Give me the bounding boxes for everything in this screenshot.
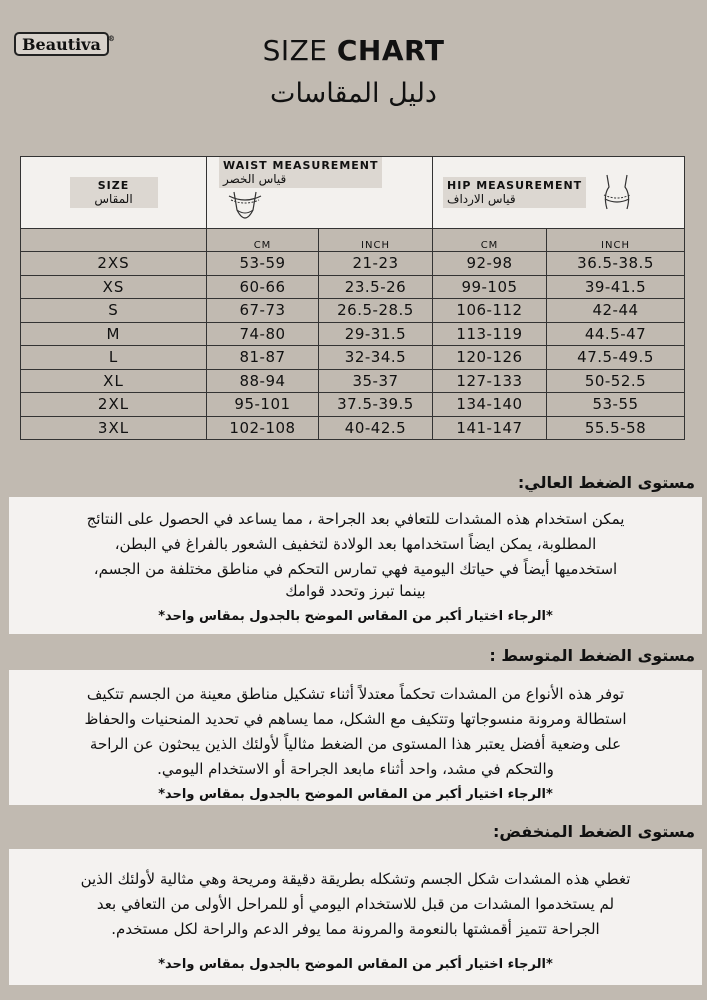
section-medium-line: والتحكم في مشد، واحد أثناء مابعد الجراحة أو الاستخدام اليومي. xyxy=(157,760,554,778)
section-high-title: مستوى الضغط العالي: xyxy=(517,473,695,492)
waist-cm-cell: 60-66 xyxy=(207,275,319,299)
section-high-line: استخدميها أيضاً في حياتك اليومية فهي تمارس التحكم في مناطق مختلفة من الجسم، xyxy=(93,560,618,578)
units-row xyxy=(21,229,685,252)
size-cell: M xyxy=(21,322,207,346)
size-header-label xyxy=(70,177,158,208)
hip-header-label xyxy=(443,177,586,208)
hip-inch-cell: 50-52.5 xyxy=(547,369,685,393)
section-low-line: لم يستخدموا المشدات من قبل للاستخدام اليومي أو للمراحل الأولى من التعافي بعد xyxy=(96,895,615,913)
waist-cm-cell: 67-73 xyxy=(207,299,319,323)
hip-cm-cell: 106-112 xyxy=(433,299,547,323)
section-high-line: بينما تبرز وتحدد قوامك xyxy=(285,582,426,600)
section-low-title: مستوى الضغط المنخفض: xyxy=(493,822,695,841)
size-cell: 2XL xyxy=(21,393,207,417)
table-row xyxy=(21,275,685,299)
waist-inch-cell: 21-23 xyxy=(319,252,433,276)
hip-cm-cell: 92-98 xyxy=(433,252,547,276)
waist-inch-cell: 32-34.5 xyxy=(319,346,433,370)
section-low-panel xyxy=(9,849,702,985)
section-medium-panel xyxy=(9,670,702,805)
brand-name: Beautiva xyxy=(22,35,101,54)
title-bold: CHART xyxy=(336,34,445,67)
section-high-note: *الرجاء اختيار أكبر من المقاس الموضح بالجدول بمقاس واحد* xyxy=(158,609,553,624)
section-low-note: *الرجاء اختيار أكبر من المقاس الموضح بالجدول بمقاس واحد* xyxy=(158,957,553,972)
waist-figure-icon xyxy=(225,188,265,228)
size-cell: S xyxy=(21,299,207,323)
table-header-row xyxy=(21,157,685,229)
unit-waist-inch: INCH xyxy=(319,229,433,252)
title-light: SIZE xyxy=(262,34,328,67)
hip-inch-cell: 55.5-58 xyxy=(547,416,685,440)
waist-cm-cell: 95-101 xyxy=(207,393,319,417)
table-row xyxy=(21,416,685,440)
page-subtitle: دليل المقاسات xyxy=(270,78,437,109)
size-cell: 3XL xyxy=(21,416,207,440)
hip-cm-cell: 113-119 xyxy=(433,322,547,346)
registered-mark: ® xyxy=(107,34,115,43)
table-row xyxy=(21,299,685,323)
hip-inch-cell: 36.5-38.5 xyxy=(547,252,685,276)
table-row xyxy=(21,322,685,346)
hip-inch-cell: 47.5-49.5 xyxy=(547,346,685,370)
section-medium-note: *الرجاء اختيار أكبر من المقاس الموضح بالجدول بمقاس واحد* xyxy=(158,787,553,802)
waist-cm-cell: 81-87 xyxy=(207,346,319,370)
waist-header-ar: قياس الخصر xyxy=(223,172,287,186)
section-medium-line: توفر هذه الأنواع من المشدات تحكماً معتدلاً أثناء تشكيل مناطق معينة من الجسم تتكيف xyxy=(86,685,625,703)
waist-inch-cell: 40-42.5 xyxy=(319,416,433,440)
section-high-panel xyxy=(9,497,702,634)
table-row xyxy=(21,369,685,393)
waist-inch-cell: 23.5-26 xyxy=(319,275,433,299)
section-high-line: يمكن استخدام هذه المشدات للتعافي بعد الجراحة ، مما يساعد في الحصول على النتائج xyxy=(86,510,625,528)
hip-inch-cell: 39-41.5 xyxy=(547,275,685,299)
size-cell: L xyxy=(21,346,207,370)
waist-header-label xyxy=(219,157,382,188)
section-low-line: الجراحة تتميز أقمشتها بالنعومة والمرونة مما يوفر الدعم والراحة لكل مستخدم. xyxy=(111,920,600,938)
table-row xyxy=(21,393,685,417)
table-row xyxy=(21,252,685,276)
section-medium-title: مستوى الضغط المتوسط : xyxy=(489,646,695,665)
size-cell: XL xyxy=(21,369,207,393)
hip-header-ar: قياس الارداف xyxy=(447,192,516,206)
hip-cm-cell: 141-147 xyxy=(433,416,547,440)
size-cell: XS xyxy=(21,275,207,299)
hip-cm-cell: 127-133 xyxy=(433,369,547,393)
unit-hip-cm: CM xyxy=(433,229,547,252)
section-medium-line: على وضعية أفضل يعتبر هذا المستوى من الضغط مثالياً لأولئك الذين يبحثون عن الراحة xyxy=(89,735,622,753)
unit-hip-inch: INCH xyxy=(547,229,685,252)
size-cell: 2XS xyxy=(21,252,207,276)
hip-header-title: HIP MEASUREMENT xyxy=(447,179,583,192)
hip-inch-cell: 44.5-47 xyxy=(547,322,685,346)
hip-cm-cell: 99-105 xyxy=(433,275,547,299)
section-low-line: تغطي هذه المشدات شكل الجسم وتشكله بطريقة دقيقة ومريحة وهي مثالية لأولئك الذين xyxy=(80,870,631,888)
size-header-title: SIZE xyxy=(97,179,130,192)
size-header-cell xyxy=(21,157,207,229)
table-row xyxy=(21,346,685,370)
waist-cm-cell: 74-80 xyxy=(207,322,319,346)
waist-cm-cell: 53-59 xyxy=(207,252,319,276)
hip-inch-cell: 53-55 xyxy=(547,393,685,417)
size-chart-table xyxy=(20,156,685,440)
waist-header-title: WAIST MEASUREMENT xyxy=(223,159,379,172)
hip-header-cell xyxy=(433,157,685,229)
section-high-line: المطلوبة، يمكن ايضاً استخدامها بعد الولادة لتخفيف الشعور بالفراغ في البطن، xyxy=(114,535,597,553)
section-medium-line: استطالة ومرونة منسوجاتها وتتكيف مع الشكل، مما يساهم في تحديد المنحنيات والحفاظ xyxy=(84,710,627,728)
hip-inch-cell: 42-44 xyxy=(547,299,685,323)
hip-cm-cell: 120-126 xyxy=(433,346,547,370)
waist-inch-cell: 26.5-28.5 xyxy=(319,299,433,323)
units-size-spacer xyxy=(21,229,207,252)
hip-cm-cell: 134-140 xyxy=(433,393,547,417)
waist-inch-cell: 35-37 xyxy=(319,369,433,393)
waist-inch-cell: 29-31.5 xyxy=(319,322,433,346)
waist-inch-cell: 37.5-39.5 xyxy=(319,393,433,417)
hip-figure-icon xyxy=(597,173,637,213)
page-title xyxy=(0,34,707,67)
waist-cm-cell: 102-108 xyxy=(207,416,319,440)
waist-header-cell xyxy=(207,157,433,229)
size-header-ar: المقاس xyxy=(94,192,133,206)
unit-waist-cm: CM xyxy=(207,229,319,252)
waist-cm-cell: 88-94 xyxy=(207,369,319,393)
